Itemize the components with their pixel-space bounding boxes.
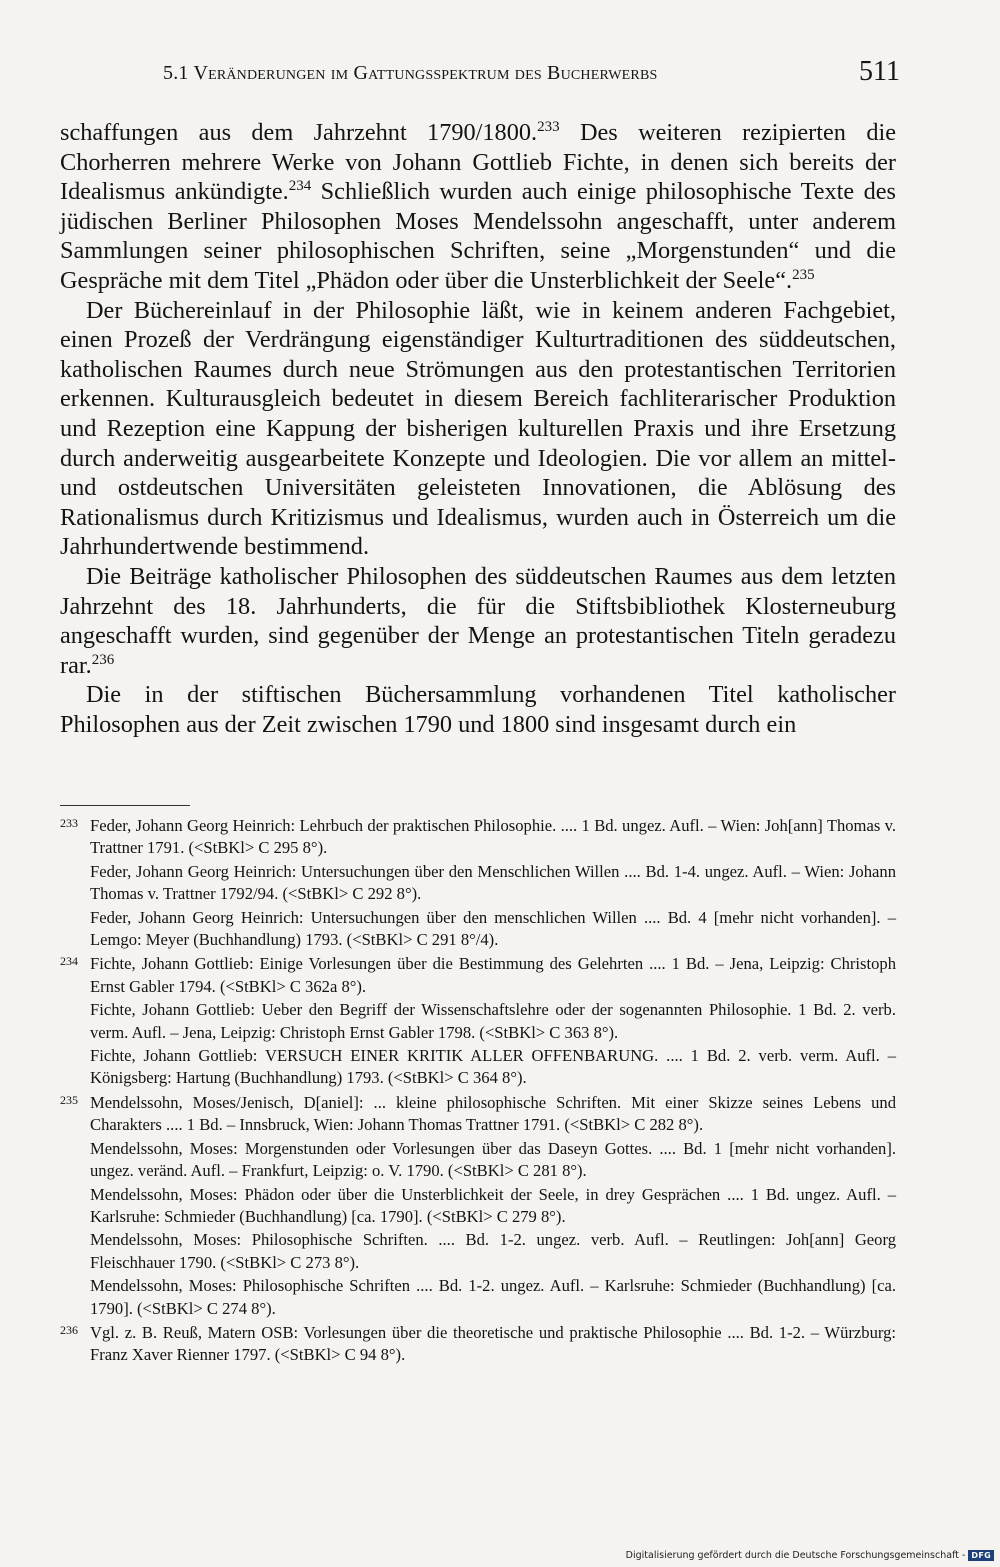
footnote-entry: Fichte, Johann Gottlieb: Einige Vorlesungen über die Bestimmung des Gelehrten .... 1 Bd. – Jena, Leipzig: Christoph Ernst Gabler 1794. (<StBKl> C 362a 8°).: [90, 954, 896, 996]
footnote-number: 236: [60, 1322, 78, 1337]
main-text: [60, 118, 896, 739]
dfg-logo: DFG: [968, 1550, 994, 1561]
footnote-number: 234: [60, 954, 78, 969]
footnote-ref-233[interactable]: 233: [537, 119, 560, 135]
footnote-entry: Mendelssohn, Moses/Jenisch, D[aniel]: ... kleine philosophische Schriften. Mit einer Skizze seines Lebens und Charakters .... 1 Bd. – Innsbruck, Wien: Johann Thomas Trattner 1791. (<StBKl> C 282 8°).: [90, 1092, 896, 1135]
footnote-number: 233: [60, 816, 78, 830]
footnote-entry: Feder, Johann Georg Heinrich: Untersuchungen über den Menschlichen Willen .... Bd. 1-4. ungez. Aufl. – Wien: Johann Thomas v. Trattner 1792/94. (<StBKl> C 292 8°).: [90, 861, 896, 904]
footnote-ref-234[interactable]: 234: [288, 178, 312, 195]
footnote-234: [60, 953, 896, 1089]
text-run: Des weiteren rezipierten die Chorherren mehrere Werke von Johann Gottlieb Fichte, in denen sich bereits der Idealismus ankündigte.: [60, 119, 896, 206]
footnote-entry: Mendelssohn, Moses: Philosophische Schriften. .... Bd. 1-2. ungez. verb. Aufl. – Reutlingen: Joh[ann] Georg Fleischhauer 1790. (<StBKl> C 273 8°).: [90, 1230, 896, 1272]
footnote-entry: Mendelssohn, Moses: Morgenstunden oder Vorlesungen über das Daseyn Gottes. .... Bd. 1 [mehr nicht vorhanden]. ungez. veränd. Aufl. – Frankfurt, Leipzig: o. V. 1790. (<StBKl> C 281 8°).: [90, 1138, 896, 1181]
text-run: Schließlich wurden auch einige philosophische Texte des jüdischen Berliner Philosophen Moses Mendelssohn angeschafft, unter anderem Sammlungen seiner philosophischen Schriften, seine „Morgenstunden“ und die Gespräche mit dem Titel „Phädon oder über die Unsterblichkeit der Seele“.: [60, 178, 896, 294]
page-number: 511: [859, 56, 900, 87]
footnote-233: [60, 815, 896, 951]
credit-text: Digitalisierung gefördert durch die Deutsche Forschungsgemeinschaft -: [625, 1550, 966, 1561]
footnotes: [60, 815, 896, 1369]
digitization-credit: [626, 1550, 994, 1561]
footnote-entry: Feder, Johann Georg Heinrich: Lehrbuch der praktischen Philosophie. .... 1 Bd. ungez. Aufl. – Wien: Joh[ann] Thomas v. Trattner 1791. (<StBKl> C 295 8°).: [90, 816, 896, 858]
running-title: 5.1 Veränderungen im Gattungsspektrum des Bucherwerbs: [163, 62, 658, 84]
paragraph-3: [60, 562, 896, 680]
footnote-number: 235: [60, 1092, 78, 1107]
footnote-entry: Feder, Johann Georg Heinrich: Untersuchungen über den menschlichen Willen .... Bd. 4 [mehr nicht vorhanden]. – Lemgo: Meyer (Buchhandlung) 1793. (<StBKl> C 291 8°/4).: [90, 907, 896, 950]
footnote-235: [60, 1092, 896, 1320]
text-run: schaffungen aus dem Jahrzehnt 1790/1800.: [60, 119, 538, 146]
footnote-entry: Mendelssohn, Moses: Philosophische Schriften .... Bd. 1-2. ungez. Aufl. – Karlsruhe: Schmieder (Buchhandlung) [ca. 1790]. (<StBKl> C 274 8°).: [90, 1276, 896, 1318]
text-run: Die Beiträge katholischer Philosophen des süddeutschen Raumes aus dem letzten Jahrzehnt des 18. Jahrhunderts, die für die Stiftsbibliothek Klosterneuburg angeschafft wurden, sind gegenüber der Menge an protestantischen Titeln geradezu rar.: [60, 562, 896, 679]
footnote-236: [60, 1322, 896, 1367]
paragraph-1: [60, 118, 896, 296]
footnote-divider: [60, 805, 190, 806]
paragraph-2: Der Büchereinlauf in der Philosophie läßt, wie in keinem anderen Fachgebiet, einen Prozeß der Verdrängung eigenständiger Kulturtraditionen des süddeutschen, katholischen Raumes durch neue Strömungen aus den protestantischen Territorien erkennen. Kulturausgleich bedeutet in diesem Bereich fachliterarischer Produktion und Rezeption eine Kappung der bisherigen kulturellen Praxis und ihre Ersetzung durch anderweitig ausgearbeitete Konzepte und Ideologien. Die vor allem an mittel- und ostdeutschen Universitäten geleisteten Innovationen, die Ablösung des Rationalismus durch Kritizismus und Idealismus, wurden auch in Österreich um die Jahrhundertwende bestimmend.: [60, 296, 896, 561]
footnote-ref-236[interactable]: 236: [91, 651, 115, 668]
paragraph-4: Die in der stiftischen Büchersammlung vorhandenen Titel katholischer Philosophen aus der Zeit zwischen 1790 und 1800 sind insgesamt durch ein: [60, 681, 896, 738]
footnote-entry: Fichte, Johann Gottlieb: VERSUCH EINER KRITIK ALLER OFFENBARUNG. .... 1 Bd. 2. verb. verm. Aufl. – Königsberg: Hartung (Buchhandlung) 1793. (<StBKl> C 364 8°).: [90, 1046, 896, 1088]
footnote-entry: Mendelssohn, Moses: Phädon oder über die Unsterblichkeit der Seele, in drey Gesprächen .... 1 Bd. ungez. Aufl. – Karlsruhe: Schmieder (Buchhandlung) [ca. 1790]. (<StBKl> C 279 8°).: [90, 1184, 896, 1226]
footnote-ref-235[interactable]: 235: [792, 266, 815, 283]
running-header: [60, 56, 900, 96]
footnote-entry: Vgl. z. B. Reuß, Matern OSB: Vorlesungen über die theoretische und praktische Philosophie .... Bd. 1-2. – Würzburg: Franz Xaver Rienner 1797. (<StBKl> C 94 8°).: [90, 1322, 896, 1365]
footnote-entry: Fichte, Johann Gottlieb: Ueber den Begriff der Wissenschaftslehre oder der sogenannten Philosophie. 1 Bd. 2. verb. verm. Aufl. – Jena, Leipzig: Christoph Ernst Gabler 1798. (<StBKl> C 363 8°).: [90, 1000, 896, 1042]
